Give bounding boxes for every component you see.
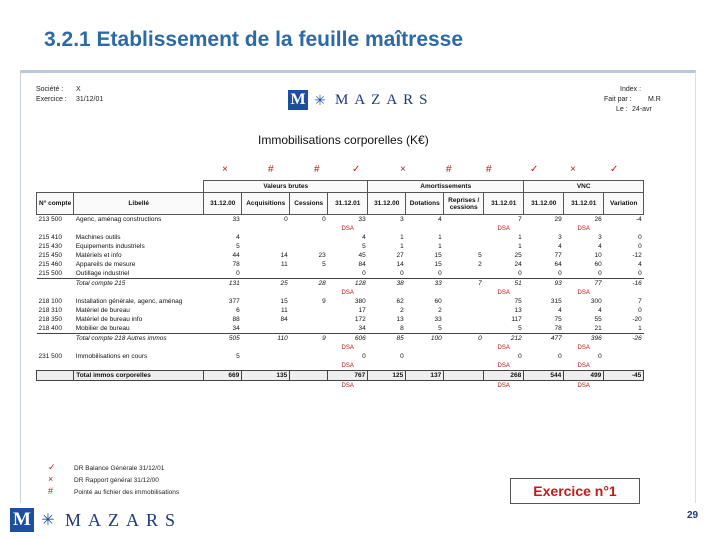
amount-cell: 33	[406, 279, 444, 289]
amount-cell: 51	[484, 279, 524, 289]
amount-cell	[242, 352, 290, 361]
page-number: 29	[687, 510, 699, 521]
amount-cell: 5	[518, 325, 522, 332]
column-header: Dotations	[406, 193, 444, 215]
amount-cell: 212	[484, 334, 524, 344]
amount-cell: 606	[328, 334, 368, 344]
amount-cell: 0	[598, 353, 602, 360]
amount-cell: 75	[514, 298, 522, 305]
amount-cell: 27	[396, 252, 404, 259]
account-label: Immobilisations en cours	[75, 353, 148, 360]
amount-cell: 4	[438, 216, 442, 223]
cross-icon: ×	[222, 164, 228, 175]
amount-cell	[444, 269, 484, 279]
amount-cell: 544	[524, 371, 564, 381]
cross-icon: ×	[400, 164, 406, 175]
account-label: Mobilier de bureau	[75, 325, 130, 332]
table-row	[37, 324, 644, 334]
dsa-row	[37, 224, 644, 233]
dsa-mark: DSA	[577, 225, 590, 232]
societe-label: Société :	[36, 86, 64, 93]
amount-cell: 6	[236, 307, 240, 314]
amount-cell: 4	[558, 243, 562, 250]
amount-cell: 5	[438, 325, 442, 332]
amount-cell: 767	[328, 371, 368, 381]
account-number: 218 100	[38, 298, 62, 305]
column-header: N° compte	[37, 193, 74, 215]
index-label: Index :	[620, 86, 642, 93]
hash-icon: #	[446, 164, 452, 175]
tick-marks-row	[0, 164, 720, 178]
amount-cell: 28	[290, 279, 328, 289]
meta-left	[36, 85, 103, 105]
amount-cell: 10	[594, 252, 602, 259]
amount-cell: 78	[232, 261, 240, 268]
le-label: Le :	[616, 106, 628, 113]
amount-cell: 1	[438, 234, 442, 241]
dsa-mark: DSA	[577, 344, 590, 351]
amount-cell: 4	[638, 261, 642, 268]
account-number	[37, 279, 74, 289]
amount-cell: 34	[358, 325, 366, 332]
le-value: 24-avr	[632, 106, 652, 113]
table-row	[37, 242, 644, 251]
amount-cell: 0	[362, 353, 366, 360]
amount-cell	[604, 352, 644, 361]
amount-cell	[290, 315, 328, 324]
group-amortissements: Amortissements	[368, 181, 524, 193]
amount-cell	[290, 371, 328, 381]
amount-cell: 11	[280, 261, 288, 268]
total-row	[37, 279, 644, 289]
table-row	[37, 352, 644, 361]
amount-cell: 3	[598, 234, 602, 241]
fait-value: M.R	[648, 96, 661, 103]
amount-cell: 300	[590, 298, 602, 305]
legend-item: # Pointé au fichier des immobilisations	[48, 486, 180, 496]
amount-cell: 25	[242, 279, 290, 289]
amount-cell: 9	[322, 298, 326, 305]
logo-letter: M	[10, 508, 34, 532]
amount-cell: 5	[362, 243, 366, 250]
dsa-mark: DSA	[497, 362, 510, 369]
amount-cell: 60	[594, 261, 602, 268]
column-header: 31.12.00	[368, 193, 406, 215]
amount-cell: 78	[554, 325, 562, 332]
amount-cell: 1	[400, 234, 404, 241]
amount-cell: -4	[635, 216, 642, 223]
amount-cell: 131	[204, 279, 242, 289]
account-number: 215 410	[38, 234, 62, 241]
amount-cell	[444, 324, 484, 334]
amount-cell	[242, 269, 290, 279]
amount-cell: 4	[558, 307, 562, 314]
table-row	[37, 251, 644, 260]
amount-cell: 23	[318, 252, 326, 259]
dsa-row	[37, 288, 644, 297]
amount-cell	[242, 233, 290, 242]
amount-cell: 377	[228, 298, 240, 305]
amount-cell	[290, 306, 328, 315]
amount-cell	[242, 242, 290, 251]
amount-cell: 125	[368, 371, 406, 381]
amount-cell: 0	[400, 270, 404, 277]
amount-cell	[444, 242, 484, 251]
amount-cell: 64	[554, 261, 562, 268]
dsa-row	[37, 381, 644, 391]
amount-cell: 268	[484, 371, 524, 381]
amount-cell: 17	[358, 307, 366, 314]
exercice-value: 31/12/01	[76, 96, 104, 103]
amount-cell	[406, 352, 444, 361]
amount-cell: 33	[358, 216, 366, 223]
dsa-mark: DSA	[341, 225, 354, 232]
account-label: Appareils de mesure	[75, 261, 136, 268]
amount-cell: 5	[236, 243, 240, 250]
account-label: Total immos corporelles	[74, 371, 204, 381]
societe-value: X	[76, 86, 81, 93]
amount-cell: 93	[524, 279, 564, 289]
amount-cell: 0	[236, 270, 240, 277]
amount-cell: 1	[400, 243, 404, 250]
amount-cell: 7	[518, 216, 522, 223]
amount-cell	[444, 352, 484, 361]
amount-cell: 505	[204, 334, 242, 344]
amount-cell: 0	[362, 270, 366, 277]
slide-title: 3.2.1 Etablissement de la feuille maîtresse	[44, 28, 464, 51]
amount-cell: 13	[396, 316, 404, 323]
star-cluster-icon: ✳	[314, 91, 326, 108]
account-label: Agenc, aménag constructions	[75, 216, 162, 223]
account-number: 215 460	[38, 261, 62, 268]
amount-cell: 14	[280, 252, 288, 259]
exercice-label: Exercice :	[36, 96, 67, 103]
account-label: Matériel de bureau info	[75, 316, 143, 323]
table-row	[37, 233, 644, 242]
dsa-row	[37, 361, 644, 371]
amount-cell: 15	[434, 261, 442, 268]
amount-cell: 88	[232, 316, 240, 323]
amount-cell: 669	[204, 371, 242, 381]
account-number: 215 430	[38, 243, 62, 250]
dsa-mark: DSA	[341, 289, 354, 296]
account-label: Matériel de bureau	[75, 307, 130, 314]
amount-cell: 4	[362, 234, 366, 241]
amount-cell: 25	[514, 252, 522, 259]
account-number: 213 500	[38, 216, 62, 223]
amount-cell: 7	[638, 298, 642, 305]
hash-icon: #	[314, 164, 320, 175]
amount-cell: 11	[280, 307, 288, 314]
amount-cell: 3	[400, 216, 404, 223]
amount-cell: 4	[236, 234, 240, 241]
amount-cell: 1	[638, 325, 642, 332]
amount-cell: 84	[280, 316, 288, 323]
amount-cell: 0	[638, 307, 642, 314]
dsa-mark: DSA	[341, 382, 354, 389]
table-row	[37, 297, 644, 306]
amount-cell: 85	[368, 334, 406, 344]
amount-cell: 77	[554, 252, 562, 259]
logo-text: MAZARS	[335, 91, 434, 108]
exercise-badge: Exercice n°1	[510, 478, 640, 504]
hash-icon: #	[48, 486, 54, 496]
cross-icon: ×	[570, 164, 576, 175]
account-label: Outillage industriel	[75, 270, 130, 277]
amount-cell: 0	[638, 243, 642, 250]
table-row	[37, 260, 644, 269]
amount-cell: 33	[232, 216, 240, 223]
fait-label: Fait par :	[604, 96, 632, 103]
dsa-mark: DSA	[577, 382, 590, 389]
column-header: Acquisitions	[242, 193, 290, 215]
mazars-logo-top	[288, 89, 434, 111]
amount-cell: 45	[358, 252, 366, 259]
account-number	[37, 334, 74, 344]
amount-cell: 84	[358, 261, 366, 268]
amount-cell	[444, 306, 484, 315]
amount-cell: 135	[242, 371, 290, 381]
amount-cell	[242, 324, 290, 334]
dsa-mark: DSA	[497, 225, 510, 232]
amount-cell	[290, 242, 328, 251]
group-vnc: VNC	[524, 181, 644, 193]
dsa-mark: DSA	[497, 289, 510, 296]
table-row	[37, 315, 644, 324]
amount-cell: 7	[444, 279, 484, 289]
worksheet-subtitle: Immobilisations corporelles (K€)	[258, 133, 429, 147]
column-header: 31.12.01	[484, 193, 524, 215]
amount-cell: 55	[594, 316, 602, 323]
amount-cell: 117	[511, 316, 522, 323]
amount-cell: 4	[598, 243, 602, 250]
amount-cell: 110	[242, 334, 290, 344]
amount-cell: 33	[434, 316, 442, 323]
amount-cell	[290, 324, 328, 334]
amount-cell: 1	[518, 234, 522, 241]
amount-cell: 34	[232, 325, 240, 332]
amount-cell: 0	[638, 234, 642, 241]
master-sheet-table	[36, 180, 644, 390]
amount-cell: 0	[322, 216, 326, 223]
total-row	[37, 334, 644, 344]
amount-cell	[444, 297, 484, 306]
amount-cell: 0	[438, 270, 442, 277]
amount-cell	[290, 233, 328, 242]
dsa-mark: DSA	[497, 344, 510, 351]
group-valeurs-brutes: Valeurs brutes	[204, 181, 368, 193]
column-header: Variation	[604, 193, 644, 215]
amount-cell: 15	[434, 252, 442, 259]
legend-item: × DR Rapport général 31/12/00	[48, 474, 159, 484]
amount-cell: 60	[434, 298, 442, 305]
checkmark-icon: ✓	[352, 164, 361, 175]
checkmark-icon: ✓	[48, 462, 56, 472]
dsa-mark: DSA	[341, 344, 354, 351]
amount-cell: 3	[558, 234, 562, 241]
amount-cell: 0	[518, 270, 522, 277]
hash-icon: #	[268, 164, 274, 175]
amount-cell: 1	[438, 243, 442, 250]
dsa-mark: DSA	[341, 362, 354, 369]
amount-cell: 24	[514, 261, 522, 268]
account-number: 218 310	[38, 307, 62, 314]
account-number: 215 450	[38, 252, 62, 259]
column-header: 31.12.00	[524, 193, 564, 215]
meta-right	[604, 85, 661, 115]
amount-cell: 0	[638, 270, 642, 277]
account-label: Installation générale, agenc, aménag	[75, 298, 183, 305]
account-label: Total compte 218 Autres immos	[74, 334, 204, 344]
amount-cell: -26	[604, 334, 644, 344]
legend-item: ✓ DR Balance Générale 31/12/01	[48, 462, 165, 472]
amount-cell: 38	[368, 279, 406, 289]
legend	[48, 462, 179, 498]
amount-cell: -12	[632, 252, 642, 259]
logo-text: MAZARS	[65, 509, 183, 530]
amount-cell: 2	[400, 307, 404, 314]
amount-cell: 44	[232, 252, 240, 259]
amount-cell: 137	[406, 371, 444, 381]
amount-cell: 5	[236, 353, 240, 360]
amount-cell: 4	[598, 307, 602, 314]
amount-cell: 1	[518, 243, 522, 250]
amount-cell: 15	[280, 298, 288, 305]
amount-cell: 13	[514, 307, 522, 314]
hash-icon: #	[486, 164, 492, 175]
amount-cell: -16	[604, 279, 644, 289]
amount-cell: 0	[518, 353, 522, 360]
dsa-row	[37, 343, 644, 352]
logo-letter: M	[288, 90, 308, 110]
table-row	[37, 269, 644, 279]
dsa-mark: DSA	[577, 289, 590, 296]
amount-cell: -20	[632, 316, 642, 323]
mazars-logo-bottom	[10, 507, 182, 533]
amount-cell	[444, 371, 484, 381]
amount-cell: 0	[558, 270, 562, 277]
account-label: Equipements industriels	[75, 243, 145, 250]
amount-cell: -45	[604, 371, 644, 381]
column-header: Reprises / cessions	[444, 193, 484, 215]
amount-cell: 100	[406, 334, 444, 344]
account-number: 218 350	[38, 316, 62, 323]
amount-cell	[444, 233, 484, 242]
account-number: 218 400	[38, 325, 62, 332]
column-header: Libellé	[74, 193, 204, 215]
dsa-mark: DSA	[497, 382, 510, 389]
table-row	[37, 306, 644, 315]
amount-cell: 2	[438, 307, 442, 314]
grand-total-row	[37, 371, 644, 381]
column-header: Cessions	[290, 193, 328, 215]
amount-cell: 315	[550, 298, 562, 305]
amount-cell: 77	[564, 279, 604, 289]
dsa-mark: DSA	[577, 362, 590, 369]
amount-cell: 0	[284, 216, 288, 223]
cross-icon: ×	[48, 474, 54, 484]
column-header: 31.12.01	[564, 193, 604, 215]
account-number: 231 500	[38, 353, 62, 360]
amount-cell	[444, 315, 484, 324]
column-header: 31.12.01	[328, 193, 368, 215]
amount-cell: 499	[564, 371, 604, 381]
account-label: Machines outils	[75, 234, 121, 241]
amount-cell: 5	[478, 252, 482, 259]
amount-cell: 29	[554, 216, 562, 223]
checkmark-icon: ✓	[610, 164, 619, 175]
amount-cell: 2	[478, 261, 482, 268]
amount-cell: 380	[354, 298, 366, 305]
amount-cell: 0	[444, 334, 484, 344]
amount-cell: 5	[322, 261, 326, 268]
amount-cell	[444, 215, 484, 225]
amount-cell	[290, 269, 328, 279]
amount-cell: 128	[328, 279, 368, 289]
amount-cell: 75	[554, 316, 562, 323]
account-label: Total compte 215	[74, 279, 204, 289]
column-header: 31.12.00	[204, 193, 242, 215]
amount-cell: 477	[524, 334, 564, 344]
amount-cell: 396	[564, 334, 604, 344]
amount-cell: 62	[396, 298, 404, 305]
amount-cell: 21	[594, 325, 602, 332]
star-cluster-icon: ✳	[41, 512, 55, 529]
checkmark-icon: ✓	[530, 164, 539, 175]
amount-cell: 172	[354, 316, 366, 323]
amount-cell	[290, 352, 328, 361]
account-number	[37, 371, 74, 381]
account-number: 215 500	[38, 270, 62, 277]
amount-cell: 0	[400, 353, 404, 360]
amount-cell: 8	[400, 325, 404, 332]
amount-cell: 0	[558, 353, 562, 360]
table-row	[37, 215, 644, 225]
amount-cell: 9	[290, 334, 328, 344]
amount-cell: 14	[396, 261, 404, 268]
amount-cell: 26	[594, 216, 602, 223]
account-label: Matériels et info	[75, 252, 122, 259]
amount-cell: 0	[598, 270, 602, 277]
